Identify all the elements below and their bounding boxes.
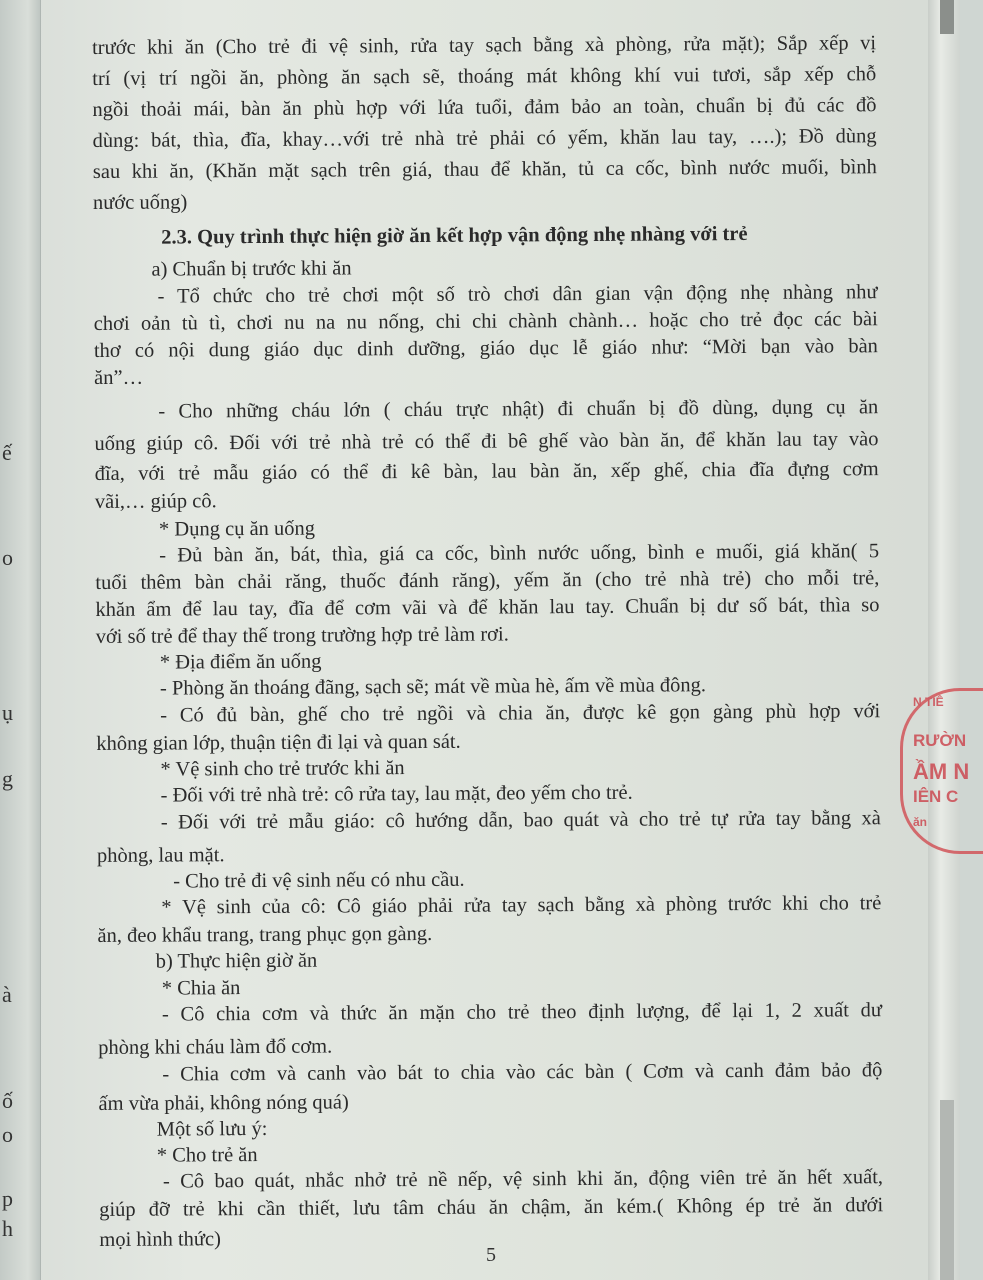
page-number: 5	[486, 1244, 496, 1266]
body-line: - Cho trẻ đi vệ sinh nếu có nhu cầu.	[173, 868, 465, 893]
subsection-heading: b) Thực hiện giờ ăn	[155, 949, 318, 973]
body-line: giúp đỡ trẻ khi cần thiết, lưu tâm cháu ăn chậm, ăn kém.( Không ép trẻ ăn dưới	[99, 1194, 884, 1221]
body-line: với số trẻ để thay thế trong trường hợp trẻ làm rơi.	[95, 623, 509, 648]
body-line: chơi oản tù tì, chơi nu na nu nống, chi chi chành chành… hoặc cho trẻ đọc các bài	[93, 308, 878, 335]
edge-letter: ụ	[2, 700, 13, 725]
edge-letter: h	[2, 1216, 13, 1241]
body-line: - Cô chia cơm và thức ăn mặn cho trẻ theo định lượng, để lại 1, 2 xuất dư	[161, 999, 883, 1026]
stamp-text: N TIÊ	[913, 695, 944, 709]
edge-shadow	[940, 1100, 954, 1280]
edge-letter: g	[2, 766, 13, 791]
body-line: thơ có nội dung giáo dục dinh dưỡng, giáo dục lễ giáo như: “Mời bạn vào bàn	[93, 335, 878, 362]
body-line: ăn”…	[94, 366, 144, 389]
bullet-heading: * Vệ sinh cho trẻ trước khi ăn	[160, 757, 405, 781]
body-line: dùng: bát, thìa, đĩa, khay…với trẻ nhà trẻ phải có yếm, khăn lau tay, ….); Đồ dùng	[92, 125, 877, 152]
body-line: trước khi ăn (Cho trẻ đi vệ sinh, rửa tay sạch bằng xà phòng, rửa mặt); Sắp xếp vị	[92, 32, 877, 59]
note-heading: Một số lưu ý:	[156, 1117, 268, 1141]
body-line: ăn, đeo khẩu trang, trang phục gọn gàng.	[97, 922, 433, 947]
edge-letter: à	[2, 982, 12, 1007]
edge-letter: ế	[2, 440, 12, 465]
body-line: ấm vừa phải, không nóng quá)	[98, 1091, 349, 1115]
edge-letter: o	[2, 1122, 13, 1147]
section-heading: 2.3. Quy trình thực hiện giờ ăn kết hợp vận động nhẹ nhàng với trẻ	[161, 222, 748, 249]
body-line: - Phòng ăn thoáng đãng, sạch sẽ; mát về mùa hè, ấm về mùa đông.	[159, 674, 707, 700]
body-line: mọi hình thức)	[99, 1228, 221, 1251]
bullet-heading: * Chia ăn	[161, 977, 241, 1000]
body-line: - Đối với trẻ nhà trẻ: cô rửa tay, lau mặt, đeo yếm cho trẻ.	[160, 781, 633, 807]
edge-letter: ố	[2, 1088, 13, 1113]
body-line: - Cho những cháu lớn ( cháu trực nhật) đi chuẩn bị đồ dùng, dụng cụ ăn	[158, 396, 879, 423]
edge-letter: o	[2, 545, 13, 570]
body-line: - Tổ chức cho trẻ chơi một số trò chơi dân gian vận động nhẹ nhàng như	[157, 281, 878, 308]
body-line: - Đối với trẻ mẫu giáo: cô hướng dẫn, bao quát và cho trẻ tự rửa tay bằng xà	[160, 807, 881, 834]
bullet-heading: * Dụng cụ ăn uống	[158, 517, 316, 541]
bullet-heading: * Cho trẻ ăn	[156, 1144, 258, 1167]
school-stamp	[900, 688, 983, 854]
body-line: - Cô bao quát, nhắc nhở trẻ nề nếp, vệ sinh khi ăn, động viên trẻ ăn hết xuất,	[162, 1166, 884, 1193]
body-line: tuổi thêm bàn chải răng, thuốc đánh răng), yếm ăn (cho trẻ nhà trẻ) cho mỗi trẻ,	[95, 567, 880, 594]
edge-shadow	[940, 0, 954, 34]
body-line: uống giúp cô. Đối với trẻ nhà trẻ có thể đi bê ghế vào bàn ăn, để khăn lau tay vào	[94, 428, 879, 455]
edge-letter: p	[2, 1186, 13, 1211]
body-line: vãi,… giúp cô.	[94, 490, 217, 513]
body-line: - Có đủ bàn, ghế cho trẻ ngồi và chia ăn, được kê gọn gàng phù hợp với	[160, 700, 881, 727]
body-line: phòng khi cháu làm đổ cơm.	[98, 1035, 333, 1059]
body-line: nước uống)	[92, 191, 188, 214]
body-line: khăn ẩm để lau tay, đĩa để cơm vãi và để khăn lau tay. Chuẩn bị dư số bát, thìa so	[95, 594, 880, 621]
body-line: trí (vị trí ngồi ăn, phòng ăn sạch sẽ, thoáng mát không khí vui tươi, sắp xếp chỗ	[92, 63, 877, 90]
subsection-heading: a) Chuẩn bị trước khi ăn	[151, 257, 352, 281]
stamp-text: RƯỜN	[913, 731, 967, 750]
body-line: phòng, lau mặt.	[96, 844, 225, 867]
body-line: sau khi ăn, (Khăn mặt sạch trên giá, thau để khăn, tủ ca cốc, bình nước muối, bình	[92, 156, 877, 183]
body-line: ngồi thoải mái, bàn ăn phù hợp với lứa tuổi, đảm bảo an toàn, chuẩn bị đủ các đồ	[92, 94, 877, 121]
body-line: - Đủ bàn ăn, bát, thìa, giá ca cốc, bình nước uống, bình e muối, giá khăn( 5	[159, 540, 880, 567]
body-line: - Chia cơm và canh vào bát to chia vào các bàn ( Cơm và canh đảm bảo độ	[162, 1059, 883, 1086]
stamp-text: ẦM N	[913, 759, 970, 784]
body-line: không gian lớp, thuận tiện đi lại và quan sát.	[96, 730, 461, 755]
stamp-text: ăn	[913, 815, 928, 829]
document-body	[92, 31, 884, 1251]
body-line: đĩa, với trẻ mẫu giáo có thể đi kê bàn, lau bàn ăn, xếp ghế, chia đĩa đựng cơm	[94, 458, 879, 485]
page-edge	[928, 0, 960, 1280]
adjacent-page-margin	[0, 0, 41, 1280]
bullet-heading: * Địa điểm ăn uống	[159, 650, 322, 674]
body-line: * Vệ sinh của cô: Cô giáo phải rửa tay sạch bằng xà phòng trước khi cho trẻ	[161, 892, 882, 919]
stamp-text: IÊN C	[913, 787, 959, 806]
